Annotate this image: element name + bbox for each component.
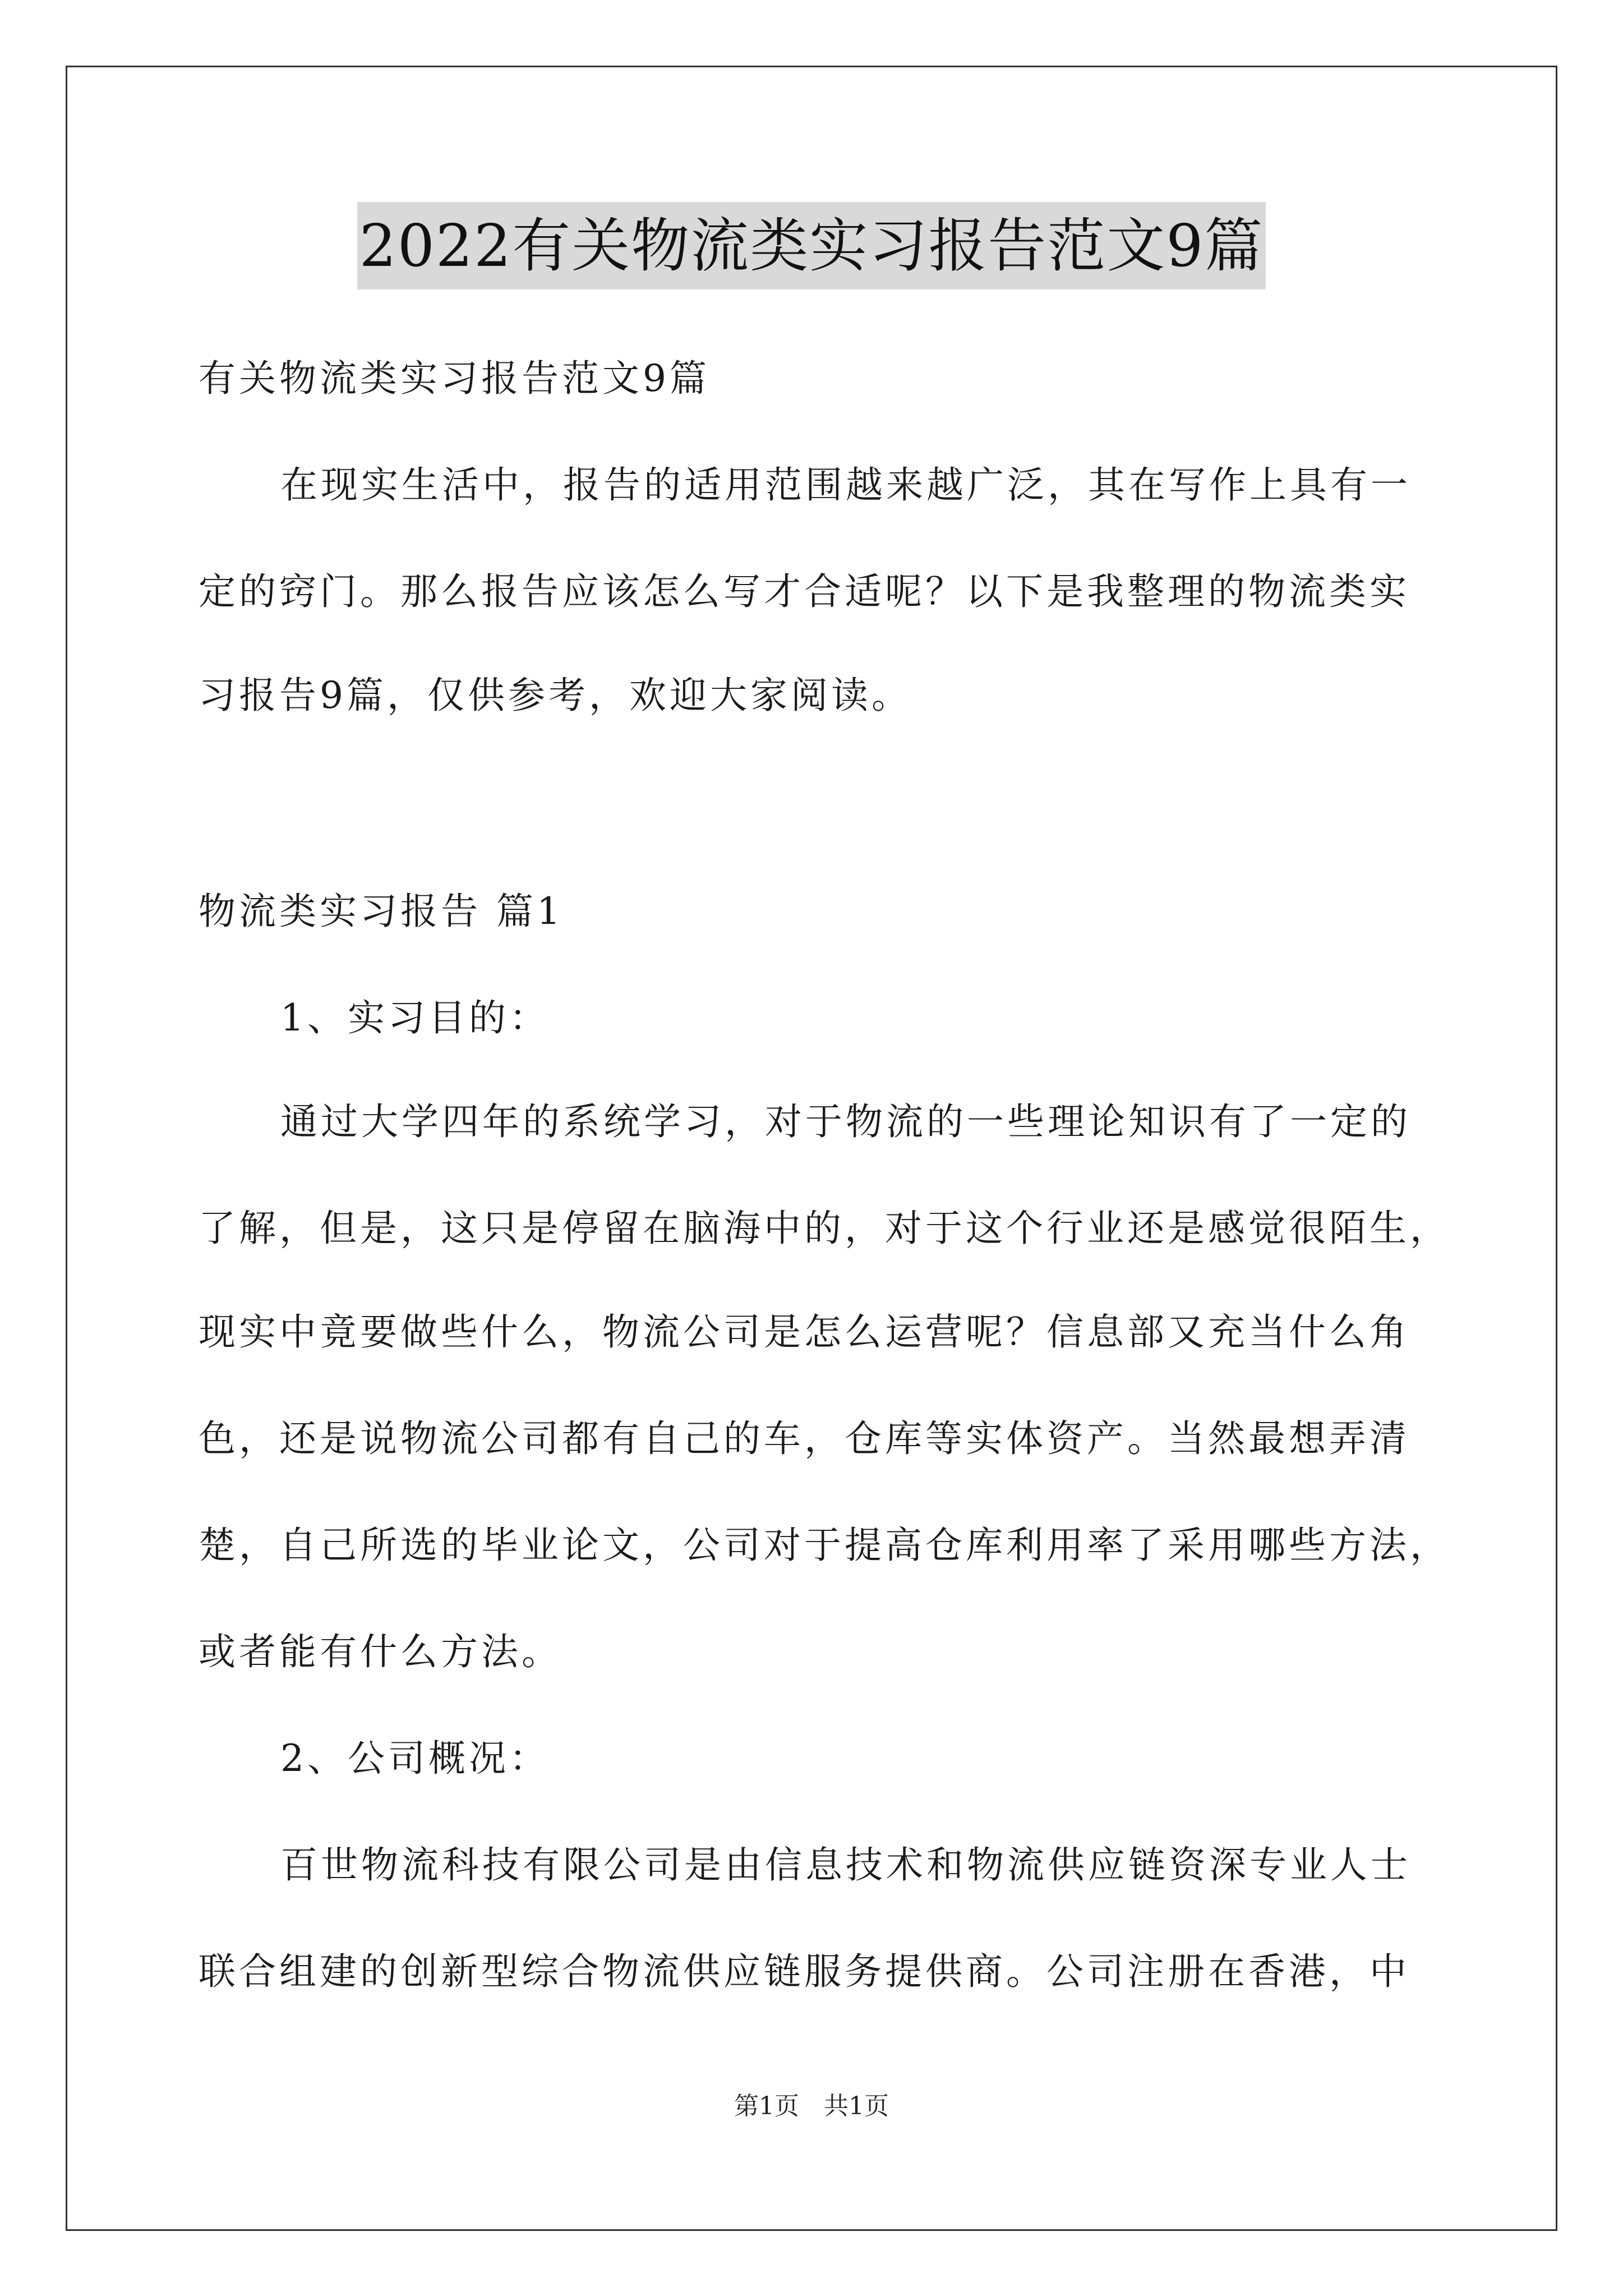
- item2-heading: 2、公司概况：: [280, 1737, 550, 1780]
- document-title: 2022有关物流类实习报告范文9篇: [357, 202, 1266, 289]
- title-container: [0, 202, 1623, 289]
- item1-line-1: 通过大学四年的系统学习，对于物流的一些理论知识有了一定的: [280, 1100, 1411, 1143]
- item2-line-1: 百世物流科技有限公司是由信息技术和物流供应链资深专业人士: [280, 1843, 1411, 1887]
- intro-line-2: 定的窍门。那么报告应该怎么写才合适呢？以下是我整理的物流类实: [199, 570, 1410, 613]
- intro-line-1: 在现实生活中，报告的适用范围越来越广泛，其在写作上具有一: [280, 463, 1411, 507]
- section-heading: 物流类实习报告 篇1: [199, 890, 564, 933]
- item1-heading: 1、实习目的：: [280, 996, 550, 1039]
- item2-line-2: 联合组建的创新型综合物流供应链服务提供商。公司注册在香港，中: [199, 1950, 1410, 1993]
- item1-line-3: 现实中竟要做些什么，物流公司是怎么运营呢？信息部又充当什么角: [199, 1310, 1410, 1354]
- document-subtitle: 有关物流类实习报告范文9篇: [199, 357, 710, 400]
- item1-line-6: 或者能有什么方法。: [199, 1630, 562, 1673]
- item1-line-2: 了解，但是，这只是停留在脑海中的，对于这个行业还是感觉很陌生，: [199, 1207, 1450, 1250]
- item1-line-5: 楚，自己所选的毕业论文，公司对于提高仓库利用率了采用哪些方法，: [199, 1524, 1450, 1567]
- page-number: 第1页 共1页: [734, 2092, 889, 2120]
- intro-line-3: 习报告9篇，仅供参考，欢迎大家阅读。: [199, 674, 912, 717]
- item1-line-4: 色，还是说物流公司都有自己的车，仓库等实体资产。当然最想弄清: [199, 1417, 1410, 1460]
